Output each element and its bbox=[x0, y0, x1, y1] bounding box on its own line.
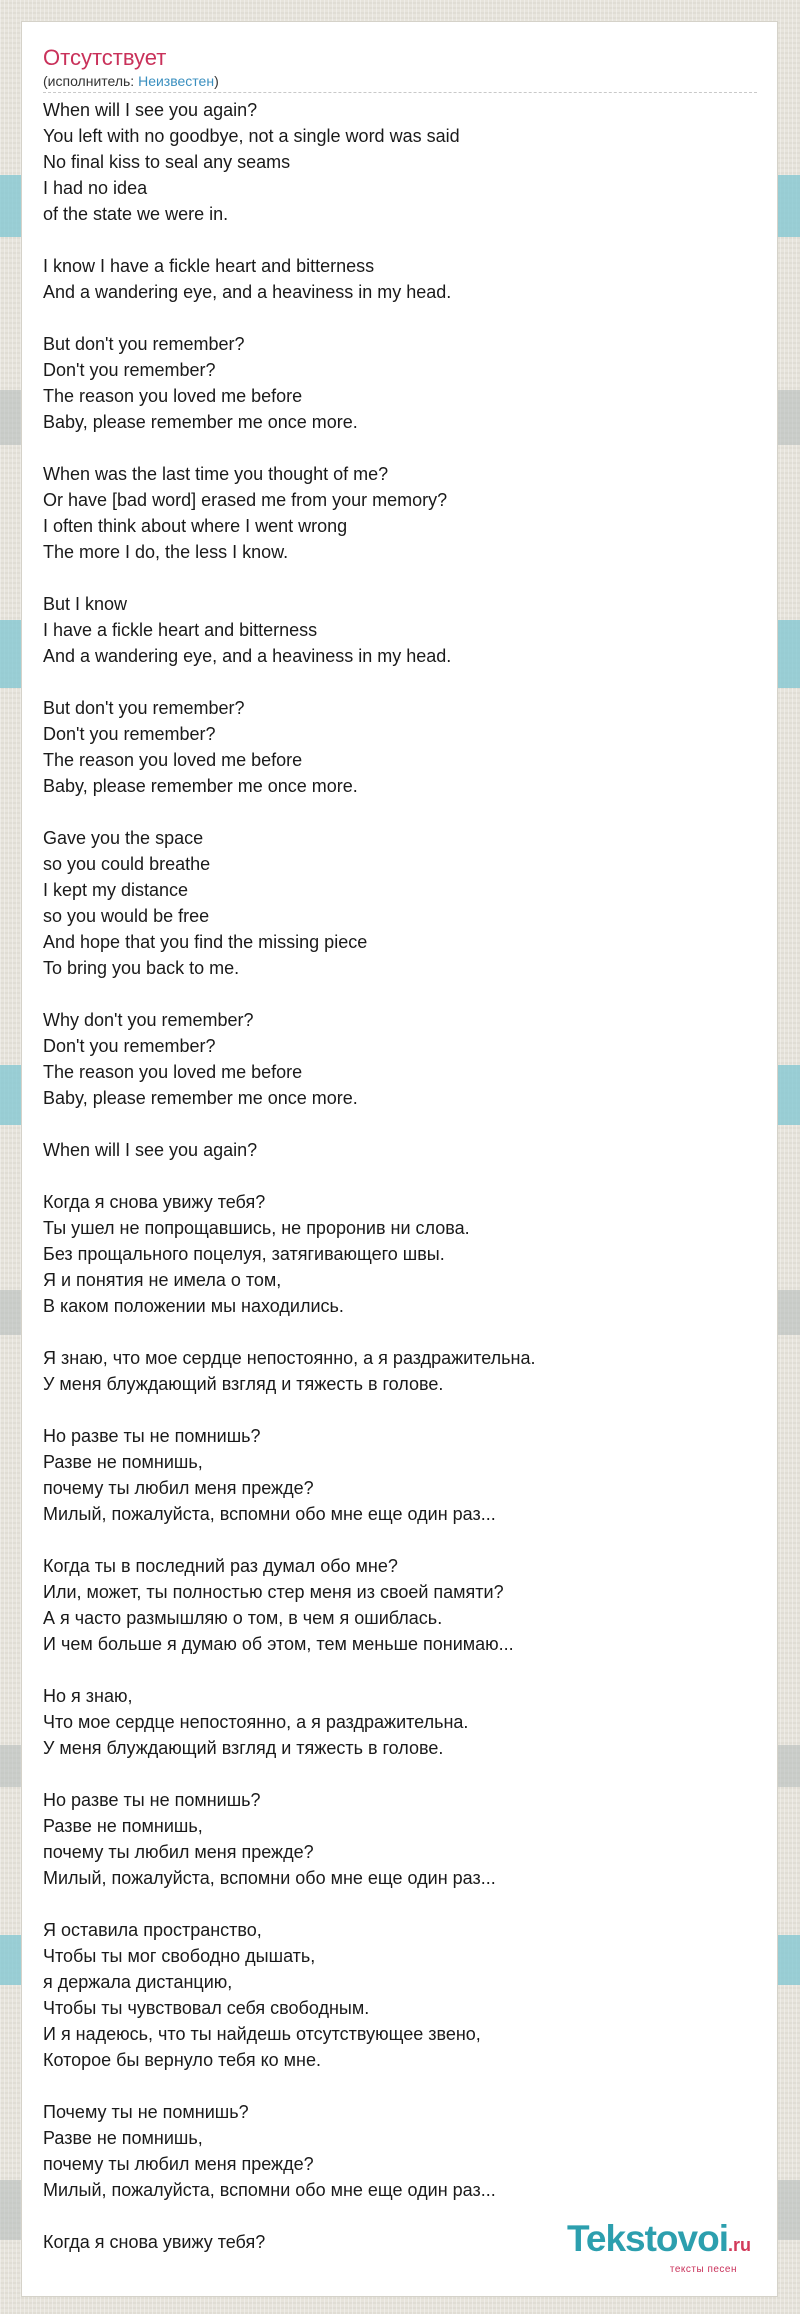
lyric-line: я держала дистанцию, bbox=[43, 1972, 233, 1992]
lyric-line: Я знаю, что мое сердце непостоянно, а я раздражительна. bbox=[43, 1348, 536, 1368]
lyric-line: Я и понятия не имела о том, bbox=[43, 1270, 282, 1290]
artist-link[interactable]: Неизвестен bbox=[138, 73, 215, 89]
lyric-blank-line bbox=[43, 799, 757, 825]
lyric-blank-line bbox=[43, 2073, 757, 2099]
lyric-line: Baby, please remember me once more. bbox=[43, 1088, 358, 1108]
lyric-line: почему ты любил меня прежде? bbox=[43, 2154, 314, 2174]
lyric-line: of the state we were in. bbox=[43, 204, 229, 224]
artist-prefix: (исполнитель: bbox=[43, 73, 139, 89]
lyric-line: I often think about where I went wrong bbox=[43, 516, 348, 536]
lyric-line: Разве не помнишь, bbox=[43, 1816, 203, 1836]
lyric-line: Don't you remember? bbox=[43, 724, 216, 744]
lyric-line: I know I have a fickle heart and bitterness bbox=[43, 256, 375, 276]
lyric-line: Когда я снова увижу тебя? bbox=[43, 1192, 266, 1212]
lyric-line: Милый, пожалуйста, вспомни обо мне еще один раз... bbox=[43, 1504, 496, 1524]
lyric-line: Чтобы ты мог свободно дышать, bbox=[43, 1946, 316, 1966]
lyric-line: so you would be free bbox=[43, 906, 210, 926]
lyric-line: But don't you remember? bbox=[43, 334, 245, 354]
artist-suffix: ) bbox=[214, 73, 219, 89]
lyric-blank-line bbox=[43, 1657, 757, 1683]
lyric-line: И я надеюсь, что ты найдешь отсутствующее звено, bbox=[43, 2024, 481, 2044]
lyric-line: To bring you back to me. bbox=[43, 958, 240, 978]
lyric-blank-line bbox=[43, 1397, 757, 1423]
artist-line bbox=[43, 71, 757, 93]
song-title: Отсутствует bbox=[43, 45, 167, 70]
lyric-line: Разве не помнишь, bbox=[43, 2128, 203, 2148]
lyric-line: Ты ушел не попрощавшись, не проронив ни слова. bbox=[43, 1218, 470, 1238]
lyric-line: The reason you loved me before bbox=[43, 1062, 303, 1082]
lyric-line: And a wandering eye, and a heaviness in my head. bbox=[43, 646, 452, 666]
lyric-line: No final kiss to seal any seams bbox=[43, 152, 291, 172]
lyric-line: Но я знаю, bbox=[43, 1686, 133, 1706]
site-logo[interactable] bbox=[567, 2220, 751, 2276]
logo-wordmark bbox=[567, 2220, 751, 2264]
lyric-blank-line bbox=[43, 1761, 757, 1787]
lyric-line: Разве не помнишь, bbox=[43, 1452, 203, 1472]
lyric-line: Почему ты не помнишь? bbox=[43, 2102, 249, 2122]
lyric-line: I had no idea bbox=[43, 178, 148, 198]
lyric-blank-line bbox=[43, 1527, 757, 1553]
lyric-blank-line bbox=[43, 1163, 757, 1189]
logo-tld: .ru bbox=[727, 2235, 751, 2255]
lyric-line: But don't you remember? bbox=[43, 698, 245, 718]
lyric-line: Милый, пожалуйста, вспомни обо мне еще один раз... bbox=[43, 2180, 496, 2200]
logo-name: Tekstovoi bbox=[567, 2218, 728, 2259]
lyric-line: Gave you the space bbox=[43, 828, 204, 848]
lyrics-card bbox=[21, 21, 778, 2297]
lyric-blank-line bbox=[43, 565, 757, 591]
logo-tagline: тексты песен bbox=[669, 2264, 737, 2275]
lyric-line: У меня блуждающий взгляд и тяжесть в голове. bbox=[43, 1374, 444, 1394]
lyric-line: Когда ты в последний раз думал обо мне? bbox=[43, 1556, 398, 1576]
lyric-line: Don't you remember? bbox=[43, 1036, 216, 1056]
lyric-line: А я часто размышляю о том, в чем я ошиблась. bbox=[43, 1608, 443, 1628]
lyric-blank-line bbox=[43, 981, 757, 1007]
lyric-line: And hope that you find the missing piece bbox=[43, 932, 368, 952]
lyric-blank-line bbox=[43, 669, 757, 695]
lyric-line: I have a fickle heart and bitterness bbox=[43, 620, 318, 640]
lyric-line: The reason you loved me before bbox=[43, 386, 303, 406]
lyric-line: почему ты любил меня прежде? bbox=[43, 1478, 314, 1498]
lyric-blank-line bbox=[43, 1891, 757, 1917]
lyric-line: When will I see you again? bbox=[43, 100, 258, 120]
lyric-line: And a wandering eye, and a heaviness in my head. bbox=[43, 282, 452, 302]
lyric-line: Чтобы ты чувствовал себя свободным. bbox=[43, 1998, 370, 2018]
lyric-line: Why don't you remember? bbox=[43, 1010, 254, 1030]
lyric-line: Baby, please remember me once more. bbox=[43, 776, 358, 796]
lyric-line: И чем больше я думаю об этом, тем меньше понимаю... bbox=[43, 1634, 514, 1654]
lyric-blank-line bbox=[43, 1111, 757, 1137]
lyric-line: Я оставила пространство, bbox=[43, 1920, 262, 1940]
lyric-line: У меня блуждающий взгляд и тяжесть в голове. bbox=[43, 1738, 444, 1758]
lyric-line: The reason you loved me before bbox=[43, 750, 303, 770]
lyric-line: When was the last time you thought of me? bbox=[43, 464, 389, 484]
lyric-line: Когда я снова увижу тебя? bbox=[43, 2232, 266, 2252]
lyric-line: When will I see you again? bbox=[43, 1140, 258, 1160]
lyric-blank-line bbox=[43, 435, 757, 461]
lyric-line: Но разве ты не помнишь? bbox=[43, 1426, 261, 1446]
lyric-line: Милый, пожалуйста, вспомни обо мне еще один раз... bbox=[43, 1868, 496, 1888]
lyric-blank-line bbox=[43, 227, 757, 253]
lyric-line: Что мое сердце непостоянно, а я раздражительна. bbox=[43, 1712, 469, 1732]
lyric-line: Baby, please remember me once more. bbox=[43, 412, 358, 432]
lyric-line: Без прощального поцелуя, затягивающего швы. bbox=[43, 1244, 445, 1264]
lyrics-text bbox=[43, 97, 757, 2255]
lyric-line: Или, может, ты полностью стер меня из своей памяти? bbox=[43, 1582, 504, 1602]
lyric-line: почему ты любил меня прежде? bbox=[43, 1842, 314, 1862]
lyric-line: Or have [bad word] erased me from your memory? bbox=[43, 490, 448, 510]
lyric-line: You left with no goodbye, not a single word was said bbox=[43, 126, 460, 146]
lyric-blank-line bbox=[43, 305, 757, 331]
lyric-line: В каком положении мы находились. bbox=[43, 1296, 344, 1316]
lyric-line: The more I do, the less I know. bbox=[43, 542, 289, 562]
lyric-line: I kept my distance bbox=[43, 880, 189, 900]
lyric-line: so you could breathe bbox=[43, 854, 211, 874]
lyric-line: Don't you remember? bbox=[43, 360, 216, 380]
lyric-line: Но разве ты не помнишь? bbox=[43, 1790, 261, 1810]
lyric-line: Которое бы вернуло тебя ко мне. bbox=[43, 2050, 322, 2070]
lyric-blank-line bbox=[43, 1319, 757, 1345]
lyric-line: But I know bbox=[43, 594, 128, 614]
